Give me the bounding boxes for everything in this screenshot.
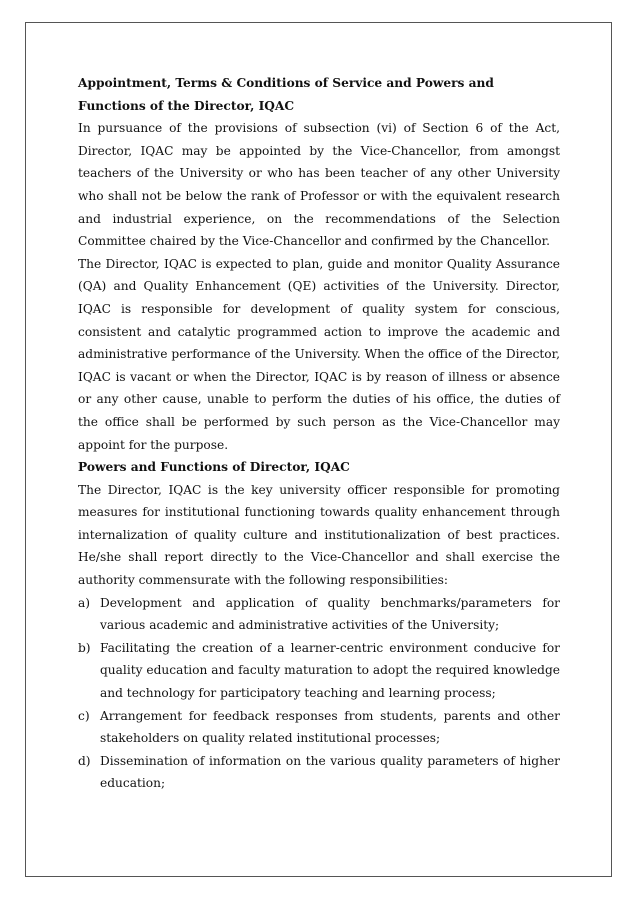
list-item-text: Dissemination of information on the various quality parameters of higher education; [100, 753, 560, 791]
list-marker: d) [78, 753, 91, 768]
list-marker: c) [78, 708, 90, 723]
list-item-text: Arrangement for feedback responses from students, parents and other stakeholders on quality related institutional processes; [100, 708, 560, 746]
list-item [78, 637, 560, 705]
list-item-text: Facilitating the creation of a learner-centric environment conducive for quality education and faculty maturation to adopt the required knowledge and technology for participatory teaching and learning process; [100, 640, 560, 701]
list-item [78, 705, 560, 750]
list-item-text: Development and application of quality benchmarks/parameters for various academic and administrative activities of the University; [100, 595, 560, 633]
section-heading-appointment: Appointment, Terms & Conditions of Service and Powers and Functions of the Director, IQAC [78, 76, 494, 113]
paragraph-appointment: In pursuance of the provisions of subsection (vi) of Section 6 of the Act, Director, IQAC may be appointed by the Vice-Chancellor, from amongst teachers of the University or who has been teacher of any other University who shall not be below the rank of Professor or with the equivalent research and industrial experience, on the recommendations of the Selection Committee chaired by the Vice-Chancellor and confirmed by the Chancellor. [78, 121, 560, 249]
document-body [78, 72, 560, 795]
list-item [78, 592, 560, 637]
list-item [78, 750, 560, 795]
list-marker: b) [78, 640, 91, 655]
responsibilities-list [78, 592, 560, 795]
paragraph-powers-intro: The Director, IQAC is the key university officer responsible for promoting measures for institutional functioning towards quality enhancement through internalization of quality culture and institutionalization of best practices. He/she shall report directly to the Vice-Chancellor and shall exercise the authority commensurate with the following responsibilities: [78, 482, 560, 588]
list-marker: a) [78, 595, 91, 610]
section-heading-powers: Powers and Functions of Director, IQAC [78, 460, 350, 475]
paragraph-director-role: The Director, IQAC is expected to plan, guide and monitor Quality Assurance (QA) and Quality Enhancement (QE) activities of the University. Director, IQAC is responsible for development of quality system for conscious, consistent and catalytic programmed action to improve the academic and administrative performance of the University. When the office of the Director, IQAC is vacant or when the Director, IQAC is by reason of illness or absence or any other cause, unable to perform the duties of his office, the duties of the office shall be performed by such person as the Vice-Chancellor may appoint for the purpose. [78, 256, 560, 452]
